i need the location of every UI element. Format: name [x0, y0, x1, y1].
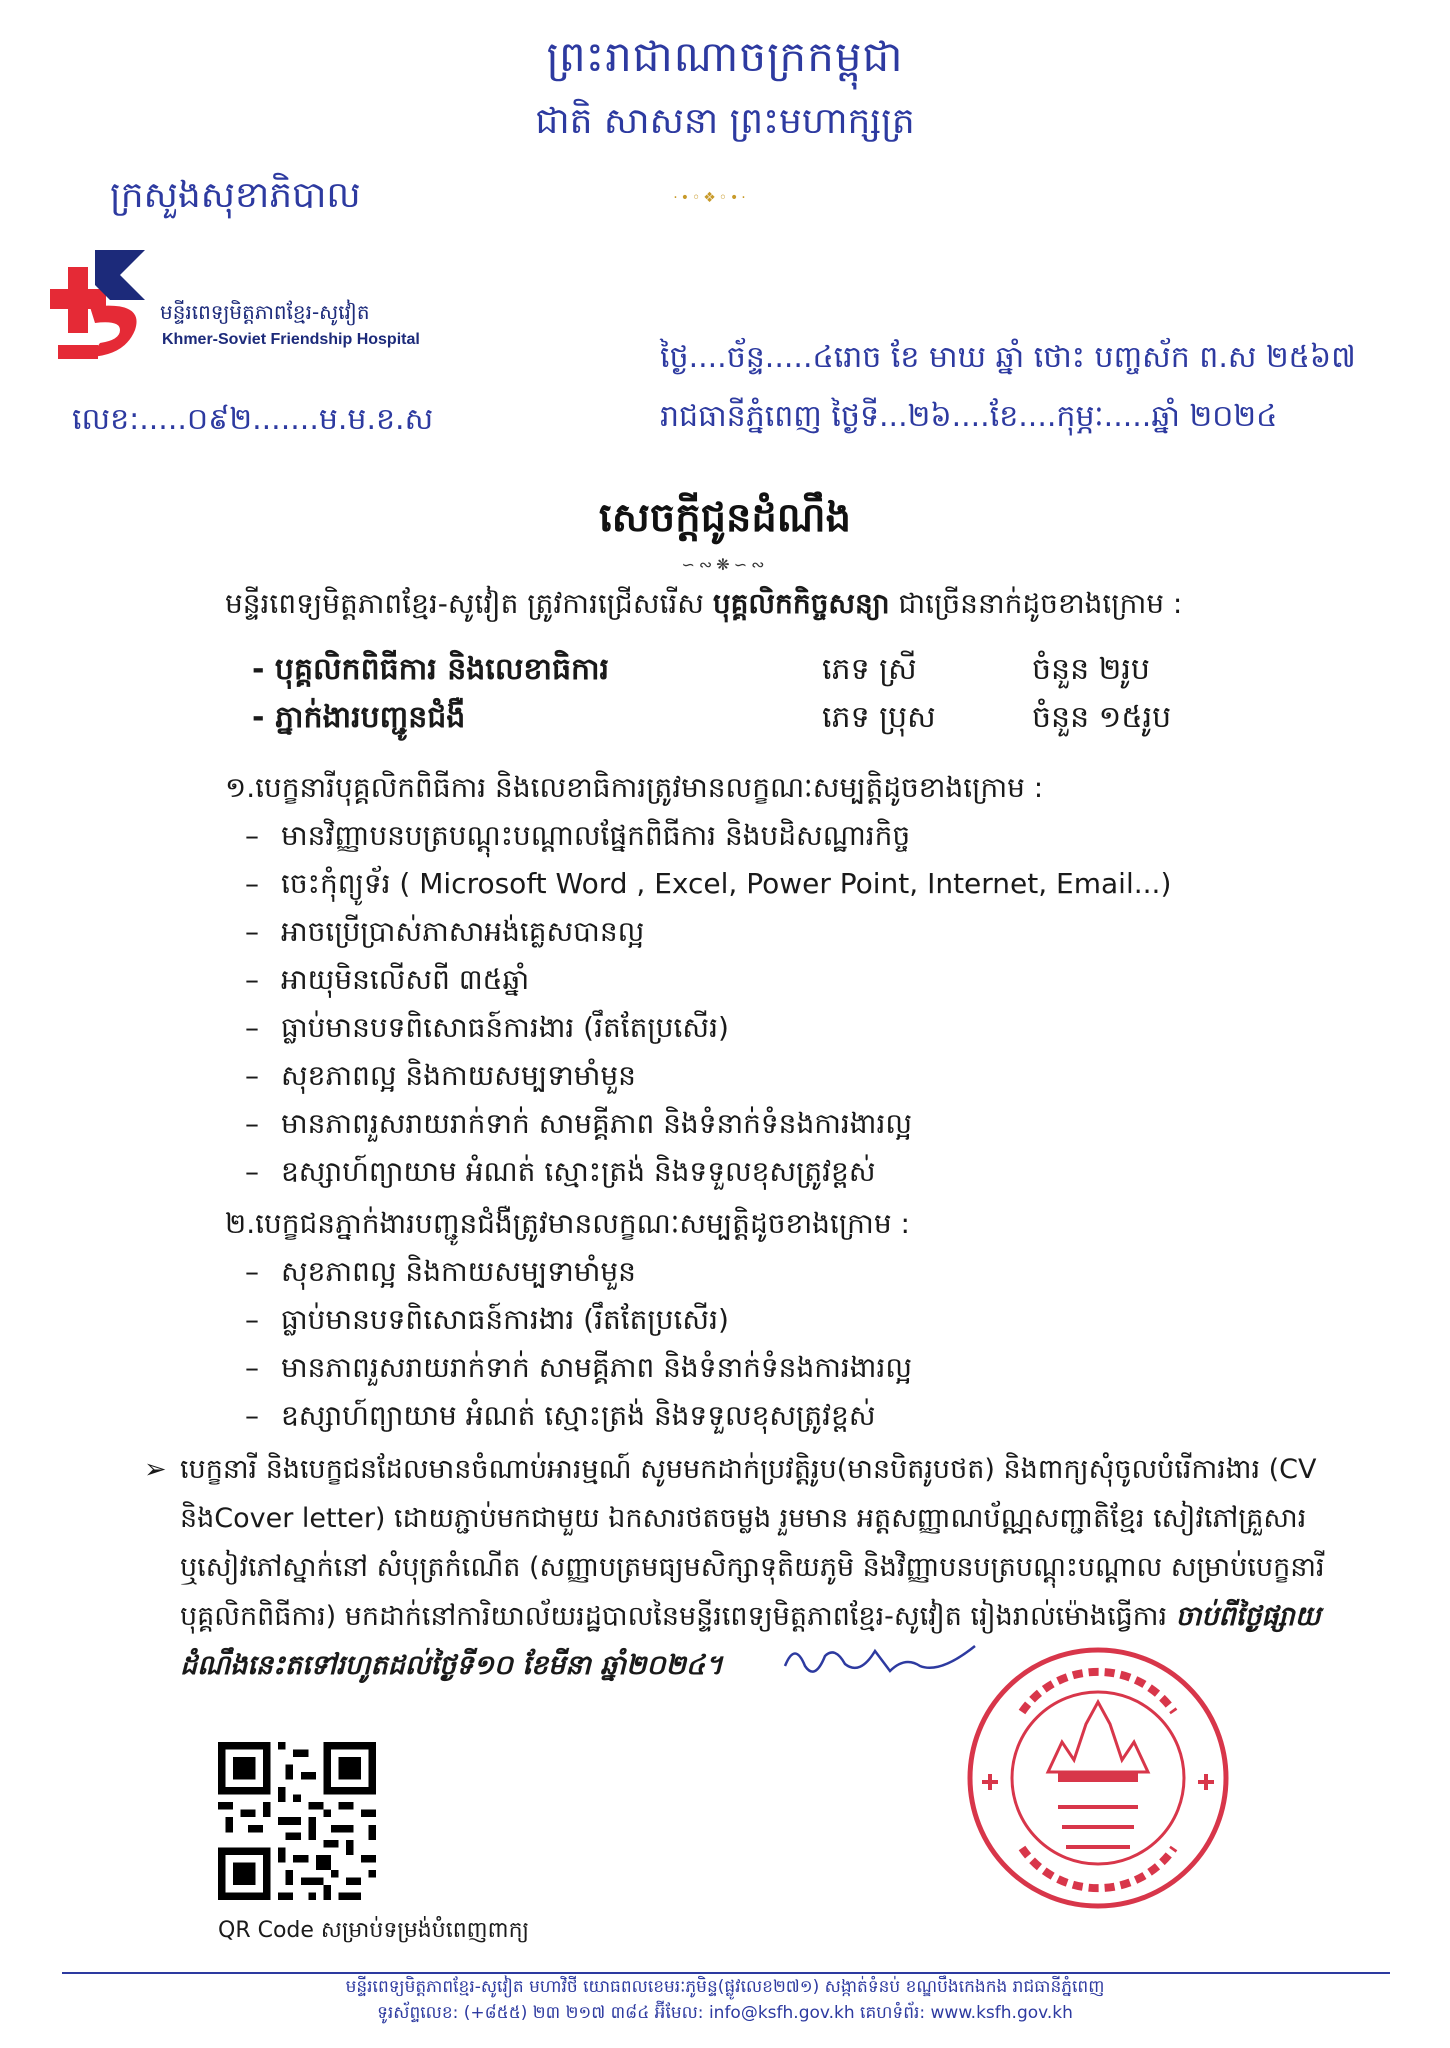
reference-number: លេខ:.....០៩២.......ម.ម.ខ.ស [72, 402, 434, 437]
intro-text [225, 586, 1182, 627]
footer-contact: ទូរស័ព្ទលេខ: (+៨៥៥) ២៣ ២១៧ ៣៨៤ អ៊ីមែល: info@ksfh.gov.kh គេហទំព័រ: www.ksfh.gov.kh [377, 2003, 1073, 2023]
hospital-name-khmer: មន្ទីរពេទ្យមិត្តភាពខ្មែរ-សូវៀត [160, 300, 370, 324]
intro-prefix: មន្ទីរពេទ្យមិត្តភាពខ្មែរ-សូវៀត ត្រូវការជ្រើសរើស [225, 587, 704, 620]
ornament-divider: ·•◦❖◦•· [673, 190, 749, 206]
position-row [252, 698, 1252, 740]
section2-heading: ២.បេក្ខជនភ្នាក់ងារបញ្ជូនជំងឺត្រូវមានលក្ខណៈសម្បត្តិដូចខាងក្រោម : [225, 1207, 910, 1240]
application-deadline: ចាប់ពីថ្ងៃផ្សាយដំណឹងនេះតទៅរហូតដល់ថ្ងៃទី១០ ខែមីនា ឆ្នាំ២០២៤។ [180, 1601, 1321, 1681]
list-item: – សុខភាពល្អ និងកាយសម្បទាមាំមួន [245, 1059, 636, 1092]
list-item: – ចេះកុំព្យូទ័រ ( Microsoft Word , Excel, Power Point, Internet, Email...) [245, 867, 1172, 900]
intro-suffix: ជាច្រើននាក់ដូចខាងក្រោម : [889, 587, 1183, 620]
hospital-logo [50, 245, 480, 375]
list-item: – មានវិញ្ញាបនបត្របណ្តុះបណ្តាលផ្នែកពិធីការ និងបដិសណ្ឋារកិច្ច [245, 819, 911, 852]
list-item: – មានភាពរួសរាយរាក់ទាក់ សាមគ្គីភាព និងទំនាក់ទំនងការងារល្អ [245, 1107, 912, 1140]
section1-heading: ១.បេក្ខនារីបុគ្គលិកពិធីការ និងលេខាធិការត្រូវមានលក្ខណៈសម្បត្តិដូចខាងក្រោម : [225, 771, 1044, 804]
lunar-date: ថ្ងៃ....ច័ន្ទ.....៤រោច ខែ មាឃ ឆ្នាំ ថោះ បញ្ចស័ក ព.ស ២៥៦៧ [660, 340, 1356, 375]
list-item: – អាយុមិនលើសពី ៣៥ឆ្នាំ [245, 963, 530, 996]
signature [780, 1636, 980, 1686]
list-item: – មានភាពរួសរាយរាក់ទាក់ សាមគ្គីភាព និងទំនាក់ទំនងការងារល្អ [245, 1351, 912, 1384]
title-ornament: ∽∾❋∽∾ [681, 555, 769, 574]
ksfh-logo-icon [50, 245, 160, 375]
list-item: – ធ្លាប់មានបទពិសោធន៍ការងារ (រឹតតែប្រសើរ) [245, 1303, 729, 1336]
position-gender: ភេទ ស្រី [822, 652, 917, 687]
position-gender: ភេទ ប្រុស [822, 700, 936, 735]
list-item: – ឧស្សាហ៍ព្យាយាម អំណត់ ស្មោះត្រង់ និងទទួលខុសត្រូវខ្ពស់ [245, 1399, 876, 1432]
official-stamp [962, 1642, 1234, 1914]
footer-address: មន្ទីរពេទ្យមិត្តភាពខ្មែរ-សូវៀត មហាវិថី យោធពលខេមរៈភូមិន្ទ(ផ្លូវលេខ២៧១) សង្កាត់ទំនប់ ខណ្ឌបឹងកេងកង រាជធានីភ្នំពេញ [345, 1977, 1105, 1997]
footer-divider [62, 1972, 1390, 1974]
arrow-bullet-icon: ➢ [144, 1454, 167, 1485]
seal-icon [962, 1642, 1234, 1914]
list-item: – ធ្លាប់មានបទពិសោធន៍ការងារ (រឹតតែប្រសើរ) [245, 1011, 729, 1044]
position-count: ចំនួន ១៥រូប [1032, 700, 1172, 735]
position-name: - បុគ្គលិកពិធីការ និងលេខាធិការ [252, 652, 610, 687]
position-name: - ភ្នាក់ងារបញ្ជូនជំងឺ [252, 700, 466, 735]
list-item: – សុខភាពល្អ និងកាយសម្បទាមាំមួន [245, 1255, 636, 1288]
list-item: – ឧស្សាហ៍ព្យាយាម អំណត់ ស្មោះត្រង់ និងទទួលខុសត្រូវខ្ពស់ [245, 1155, 876, 1188]
hospital-name-english: Khmer-Soviet Friendship Hospital [162, 331, 420, 348]
qr-caption: QR Code សម្រាប់ទម្រង់បំពេញពាក្យ [218, 1918, 530, 1943]
ministry-name: ក្រសួងសុខាភិបាល [110, 175, 361, 216]
qr-code[interactable] [218, 1742, 376, 1900]
kingdom-heading: ព្រះរាជាណាចក្រកម្ពុជា [546, 32, 904, 81]
position-row [252, 650, 1252, 692]
document-title: សេចក្តីជូនដំណឹង [599, 495, 851, 541]
national-motto: ជាតិ សាសនា ព្រះមហាក្សត្រ [535, 101, 915, 142]
intro-bold: បុគ្គលិកកិច្ចសន្យា [712, 587, 890, 620]
solar-date: រាជធានីភ្នំពេញ ថ្ងៃទី...២៦....ខែ....កុម្ភៈ.....ឆ្នាំ ២០២៤ [660, 399, 1278, 434]
application-body: បេក្ខនារី និងបេក្ខជនដែលមានចំណាប់អារម្មណ៍ សូមមកដាក់ប្រវត្តិរូប(មានបិតរូបថត) និងពាក្យសុំចូលបំរើការងារ (CV និងCover letter) ដោយភ្ជាប់មកជាមួយ ឯកសារថតចម្លង រួមមាន អត្តសញ្ញាណប័ណ្ណសញ្ជាតិខ្មែរ សៀវភៅគ្រួសារ ឬសៀវភៅស្នាក់នៅ សំបុត្រកំណើត (សញ្ញាបត្រមធ្យមសិក្សាទុតិយភូមិ និងវិញ្ញាបនបត្របណ្តុះបណ្តាល សម្រាប់បេក្ខនារីបុគ្គលិកពិធីការ) មកដាក់នៅការិយាល័យរដ្ឋបាលនៃមន្ទីរពេទ្យមិត្តភាពខ្មែរ-សូវៀត រៀងរាល់ម៉ោងធ្វើការ [180, 1454, 1325, 1632]
list-item: – អាចប្រើប្រាស់ភាសាអង់គ្លេសបានល្អ [245, 915, 645, 948]
position-count: ចំនួន ២រូប [1032, 652, 1150, 687]
